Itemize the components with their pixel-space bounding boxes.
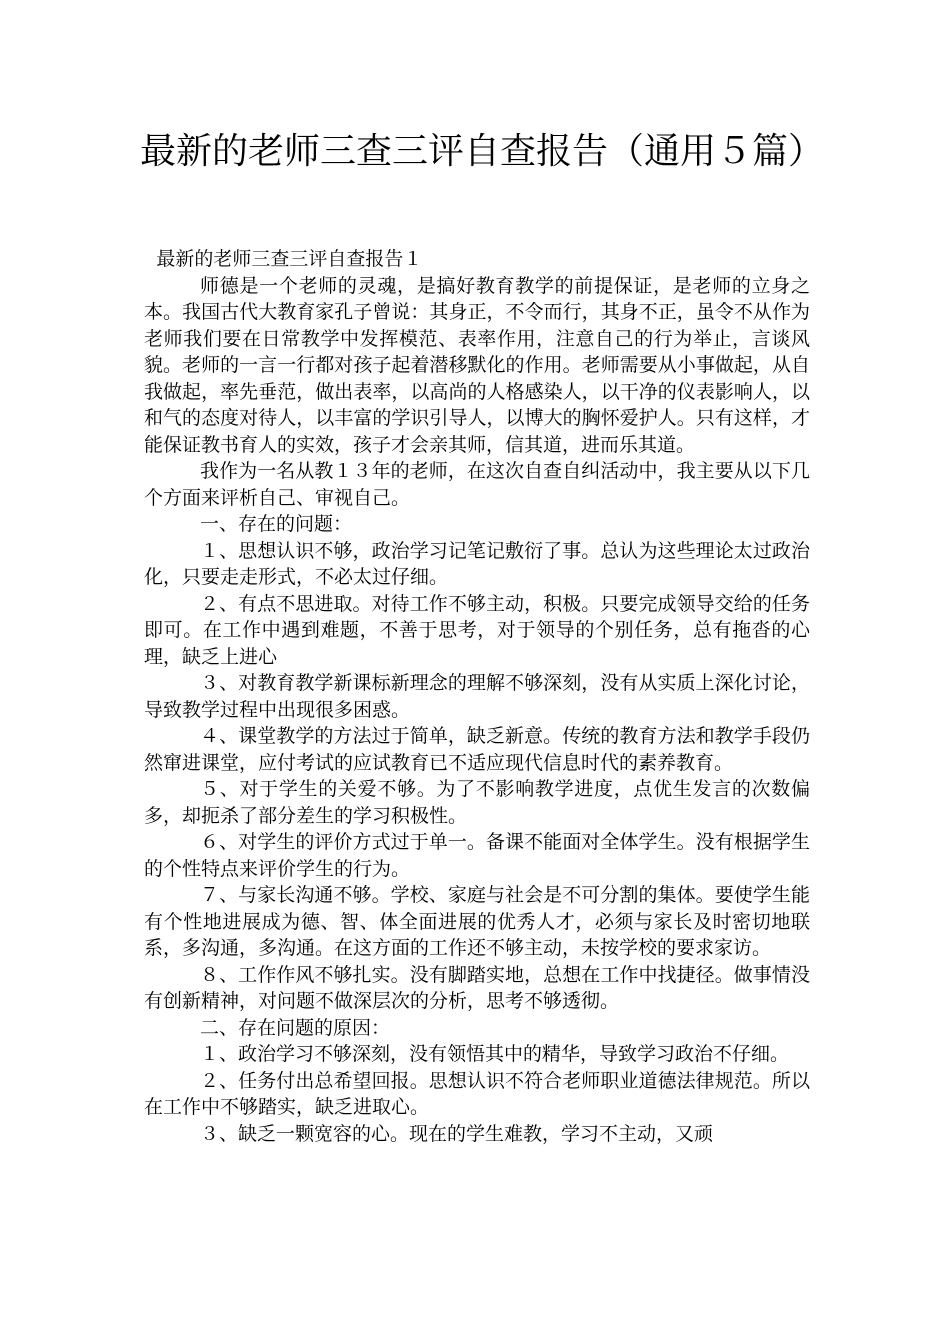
list-item: ３、缺乏一颗宽容的心。现在的学生难教，学习不主动，又顽 (200, 1122, 714, 1145)
paragraph: 我作为一名从教１３年的老师，在这次自查自纠活动中，我主要从以下几个方面来评析自己、审视自己。 (144, 460, 810, 509)
list-item: ７、与家长沟通不够。学校、家庭与社会是不可分割的集体。要使学生能有个性地进展成为德、智、体全面进展的优秀人才，必须与家长及时密切地联系，多沟通，多沟通。在这方面的工作还不够主动，未按学校的要求家访。 (144, 884, 810, 959)
document-title: 最新的老师三查三评自查报告（通用５篇） (140, 131, 825, 172)
list-item: １、政治学习不够深刻，没有领悟其中的精华，导致学习政治不仔细。 (200, 1043, 790, 1065)
section-heading: 一、存在的问题： (200, 513, 353, 535)
list-item: ３、对教育教学新课标新理念的理解不够深刻，没有从实质上深化讨论，导致教学过程中出现很多困惑。 (144, 672, 810, 721)
paragraph: 师德是一个老师的灵魂，是搞好教育教学的前提保证，是老师的立身之本。我国古代大教育家孔子曾说：其身正，不令而行，其身不正，虽令不从作为老师我们要在日常教学中发挥模范、表率作用，注意自己的行为举止，言谈风貌。老师的一言一行都对孩子起着潜移默化的作用。老师需要从小事做起，从自我做起，率先垂范，做出表率，以高尚的人格感染人，以干净的仪表影响人，以和气的态度对待人，以丰富的学识引导人，以博大的胸怀爱护人。只有这样，才能保证教书育人的实效，孩子才会亲其师，信其道，进而乐其道。 (144, 274, 810, 456)
list-item: ８、工作作风不够扎实。没有脚踏实地，总想在工作中找捷径。做事情没有创新精神，对问题不做深层次的分析，思考不够透彻。 (144, 963, 810, 1012)
list-item: ２、任务付出总希望回报。思想认识不符合老师职业道德法律规范。所以在工作中不够踏实，缺乏进取心。 (144, 1069, 810, 1118)
list-item: ２、有点不思进取。对待工作不够主动，积极。只要完成领导交给的任务即可。在工作中遇到难题，不善于思考，对于领导的个别任务，总有拖沓的心理，缺乏上进心 (144, 592, 810, 668)
document-body (144, 246, 810, 1147)
list-item: １、思想认识不够，政治学习记笔记敷衍了事。总认为这些理论太过政治化，只要走走形式，不必太过仔细。 (144, 539, 810, 588)
section-heading: 二、存在问题的原因： (200, 1016, 391, 1039)
list-item: ４、课堂教学的方法过于简单，缺乏新意。传统的教育方法和教学手段仍然窜进课堂，应付考试的应试教育已不适应现代信息时代的素养教育。 (144, 725, 810, 774)
list-item: ５、对于学生的关爱不够。为了不影响教学进度，点优生发言的次数偏多，却扼杀了部分差生的学习积极性。 (144, 778, 810, 827)
list-item: ６、对学生的评价方式过于单一。备课不能面对全体学生。没有根据学生的个性特点来评价学生的行为。 (144, 831, 810, 880)
section-subheading: 最新的老师三查三评自查报告１ (156, 248, 423, 270)
